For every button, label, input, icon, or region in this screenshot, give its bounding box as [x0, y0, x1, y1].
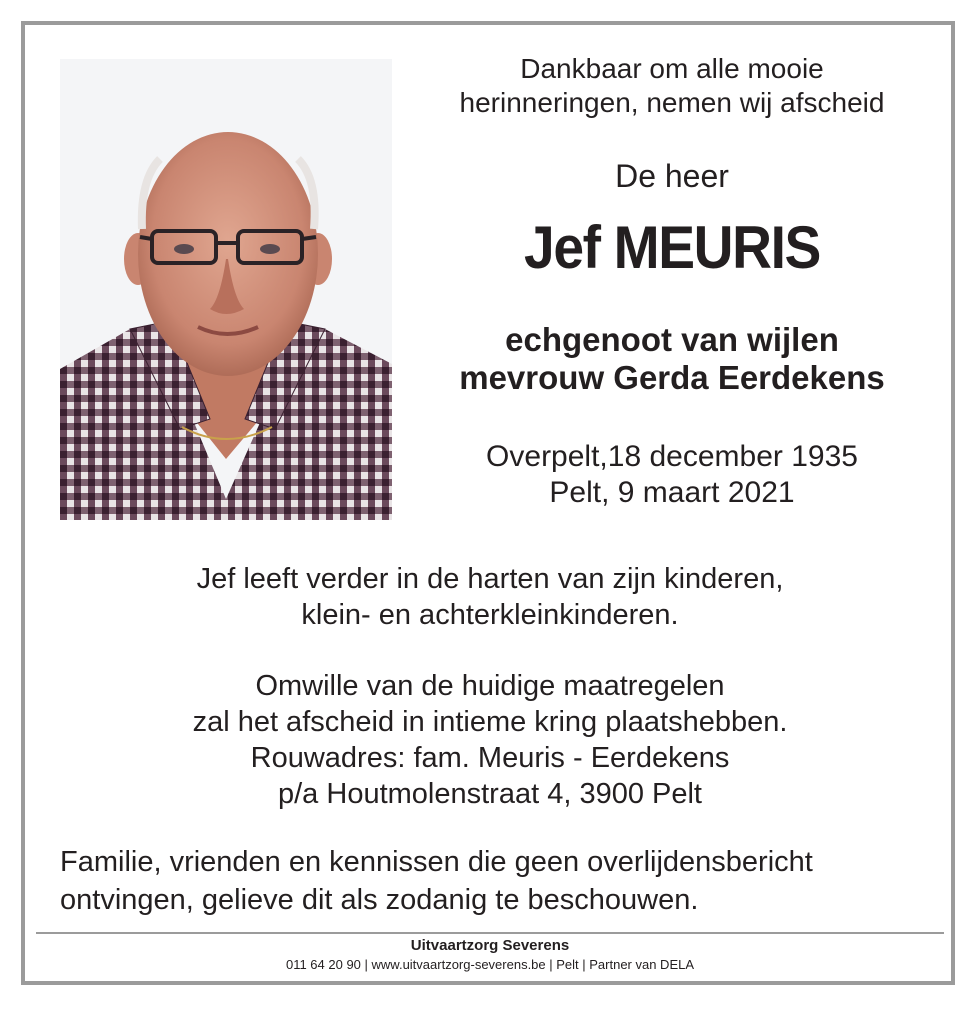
notice-line-2: ontvingen, gelieve dit als zodanig te beschouwen.	[60, 884, 699, 916]
footer-divider	[36, 932, 944, 934]
portrait-photo	[60, 59, 392, 520]
funeral-home-contact: 011 64 20 90 | www.uitvaartzorg-severens.be | Pelt | Partner van DELA	[285, 957, 695, 972]
notice-line-1: Familie, vrienden en kennissen die geen overlijdensbericht	[60, 846, 813, 878]
spouse-line-1: echgenoot van wijlen	[505, 321, 839, 358]
intro-line-2: herinneringen, nemen wij afscheid	[459, 87, 885, 118]
ceremony-line-2: zal het afscheid in intieme kring plaatshebben.	[192, 706, 788, 738]
ceremony-text	[60, 668, 920, 812]
deceased-name: Jef MEURIS	[523, 214, 821, 281]
death-date: Pelt, 9 maart 2021	[549, 476, 795, 509]
ceremony-line-1: Omwille van de huidige maatregelen	[255, 670, 725, 702]
intro-text	[420, 52, 924, 120]
remembrance-line-2: klein- en achterkleinkinderen.	[301, 599, 679, 631]
header-block	[420, 52, 924, 511]
spouse-line-2: mevrouw Gerda Eerdekens	[459, 359, 885, 396]
remembrance-line-1: Jef leeft verder in de harten van zijn kinderen,	[196, 563, 784, 595]
notice-text	[60, 843, 940, 919]
honorific: De heer	[615, 158, 729, 194]
remembrance-text	[60, 561, 920, 633]
intro-line-1: Dankbaar om alle mooie	[520, 53, 824, 84]
birth-date: Overpelt,18 december 1935	[486, 440, 858, 473]
mourning-address-label: Rouwadres: fam. Meuris - Eerdekens	[250, 742, 730, 774]
spouse-text	[420, 321, 924, 397]
funeral-home-name: Uitvaartzorg Severens	[410, 937, 570, 954]
mourning-address: p/a Houtmolenstraat 4, 3900 Pelt	[278, 778, 702, 810]
life-dates	[420, 439, 924, 511]
